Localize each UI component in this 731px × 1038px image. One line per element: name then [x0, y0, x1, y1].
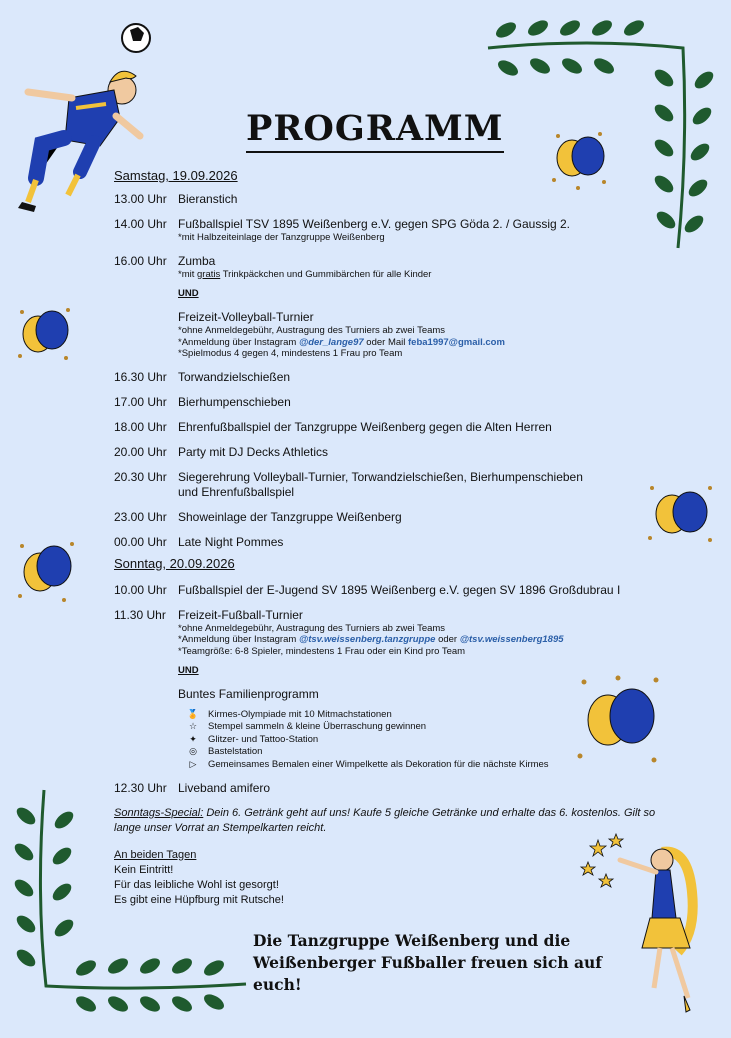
entry-time: 20.30 Uhr [114, 469, 167, 484]
program-entry [114, 535, 674, 550]
program-entry [114, 608, 674, 771]
program-content [114, 168, 674, 908]
entry-time: 11.30 Uhr [114, 607, 166, 622]
entry-note: *Spielmodus 4 gegen 4, mindestens 1 Frau pro Team [178, 348, 403, 359]
info-line: Kein Eintritt! [114, 863, 174, 876]
note-text: *Anmeldung über Instagram [178, 336, 299, 348]
entry-text: Fußballspiel der E-Jugend SV 1895 Weißenberg e.V. gegen SV 1896 Großdubrau I [178, 582, 621, 597]
note-text: oder Mail [363, 336, 409, 348]
list-item-text: Glitzer- und Tattoo-Station [208, 733, 319, 745]
entry-note: *Teamgröße: 6-8 Spieler, mindestens 1 Frau oder ein Kind pro Team [178, 645, 466, 657]
page-title: PROGRAMM [246, 108, 504, 153]
signoff-message [253, 930, 653, 996]
entry-description [178, 470, 674, 500]
balloons-icon [14, 536, 80, 606]
entry-text: Party mit DJ Decks Athletics [178, 444, 329, 459]
note-text: *Anmeldung über Instagram [178, 634, 299, 645]
program-entry [114, 420, 674, 435]
entry-time: 00.00 Uhr [114, 534, 167, 549]
special-lead: Sonntags-Special: [114, 806, 204, 819]
entry-description [178, 217, 674, 244]
special-text: Dein 6. Getränk geht auf uns! Kaufe 5 gleiche Getränke und erhalte das 6. kostenlos. Gilt so lange unser Vorrat an Stempelkarten reicht. [114, 806, 656, 834]
program-entry [114, 217, 674, 244]
entry-note [178, 337, 674, 349]
entry-text: Late Night Pommes [178, 534, 284, 549]
program-entry [114, 470, 674, 500]
family-program-title: Buntes Familienprogramm [178, 687, 319, 701]
email-link[interactable]: feba1997@gmail.com [408, 336, 505, 348]
sparkle-icon: ✦ [189, 733, 197, 744]
program-entry [114, 781, 674, 796]
medal-icon: 🏅 [187, 708, 199, 719]
signoff-line: Weißenberger Fußballer freuen sich auf euch! [253, 953, 602, 994]
entry-text: und Ehrenfußballspiel [178, 484, 295, 499]
entry-time: 13.00 Uhr [114, 192, 167, 206]
entry-text: Bieranstich [178, 192, 238, 206]
entry-time: 23.00 Uhr [114, 509, 167, 524]
info-line: Es gibt eine Hüpfburg mit Rutsche! [114, 893, 284, 906]
both-days-info [114, 848, 674, 908]
info-line: Für das leibliche Wohl ist gesorgt! [114, 878, 279, 891]
entry-text: Zumba [178, 253, 216, 268]
entry-time: 20.00 Uhr [114, 444, 167, 459]
day-heading-saturday: Samstag, 19.09.2026 [114, 168, 238, 183]
entry-text: Freizeit-Fußball-Turnier [178, 607, 303, 622]
entry-text: Showeinlage der Tanzgruppe Weißenberg [178, 509, 402, 524]
program-entry [114, 583, 674, 598]
day-heading-sunday: Sonntag, 20.09.2026 [114, 555, 235, 571]
both-days-heading: An beiden Tagen [114, 848, 197, 861]
craft-icon: ◎ [189, 746, 197, 757]
program-entry [114, 395, 674, 410]
note-text: Trinkpäckchen und Gummibärchen für alle Kinder [220, 268, 432, 280]
entry-note: *mit Halbzeiteinlage der Tanzgruppe Weißenberg [178, 232, 385, 243]
und-separator: UND [178, 665, 199, 676]
entry-time: 16.00 Uhr [114, 253, 167, 268]
program-entry [114, 192, 674, 207]
entry-text: Ehrenfußballspiel der Tanzgruppe Weißenberg gegen die Alten Herren [178, 419, 552, 434]
note-text: *mit [178, 268, 197, 280]
entry-text: Torwandzielschießen [178, 369, 291, 384]
pennant-icon: ▷ [189, 758, 197, 769]
entry-note: *ohne Anmeldegebühr, Austragung des Turniers ab zwei Teams [178, 622, 446, 634]
entry-note [178, 634, 674, 646]
entry-note [178, 269, 674, 281]
instagram-link[interactable]: @tsv.weissenberg1895 [459, 634, 564, 645]
list-item-text: Stempel sammeln & kleine Überraschung gewinnen [208, 721, 427, 733]
program-entry [114, 370, 674, 385]
entry-time: 10.00 Uhr [114, 582, 167, 597]
instagram-link[interactable]: @der_lange97 [298, 336, 364, 348]
volleyball-title: Freizeit-Volleyball-Turnier [178, 310, 314, 324]
entry-time: 16.30 Uhr [114, 369, 167, 384]
list-item-text: Bastelstation [208, 746, 263, 758]
entry-time: 14.00 Uhr [114, 217, 167, 231]
entry-time: 17.00 Uhr [114, 394, 167, 409]
und-separator: UND [178, 288, 199, 299]
program-entry [114, 254, 674, 360]
entry-time: 12.30 Uhr [114, 780, 167, 795]
balloons-icon [14, 302, 76, 366]
note-emphasis: gratis [197, 268, 221, 280]
family-program-list [178, 708, 674, 771]
entry-text: Siegerehrung Volleyball-Turnier, Torwandzielschießen, Bierhumpenschieben [178, 469, 583, 484]
list-item-text: Kirmes-Olympiade mit 10 Mitmachstationen [208, 708, 392, 720]
entry-note: *ohne Anmeldegebühr, Austragung des Turniers ab zwei Teams [178, 325, 446, 336]
entry-description [178, 608, 674, 771]
entry-description [178, 254, 674, 360]
entry-text: Fußballspiel TSV 1895 Weißenberg e.V. gegen SPG Göda 2. / Gaussig 2. [178, 217, 571, 231]
entry-text: Bierhumpenschieben [178, 394, 291, 409]
entry-text: Liveband amifero [178, 780, 271, 795]
program-entry [114, 445, 674, 460]
list-item-text: Gemeinsames Bemalen einer Wimpelkette als Dekoration für die nächste Kirmes [208, 758, 549, 770]
program-entry [114, 510, 674, 525]
sunday-special [114, 806, 674, 836]
instagram-link[interactable]: @tsv.weissenberg.tanzgruppe [298, 634, 436, 645]
list-item [178, 758, 674, 771]
entry-time: 18.00 Uhr [114, 419, 167, 434]
note-text: oder [435, 634, 460, 645]
signoff-line: Die Tanzgruppe Weißenberg und die [253, 931, 571, 950]
star-icon: ☆ [188, 721, 198, 732]
